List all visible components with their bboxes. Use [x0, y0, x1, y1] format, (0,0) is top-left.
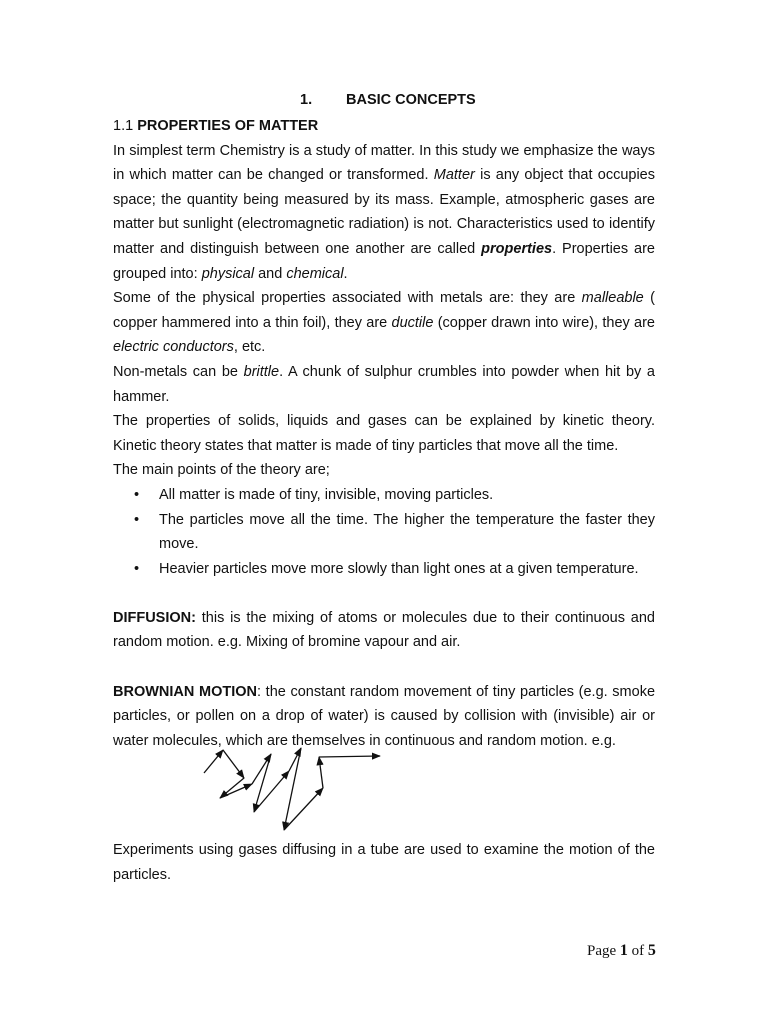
section-title: PROPERTIES OF MATTER [137, 118, 319, 134]
list-item: • Heavier particles move more slowly than light ones at a given temperature. [159, 557, 655, 582]
paragraph-experiments-block [113, 838, 655, 887]
path-arrow [284, 748, 301, 830]
term-malleable: malleable [581, 290, 644, 307]
path-arrow [220, 784, 252, 798]
paragraph-metals [113, 286, 655, 360]
text-run: Non-metals can be [113, 363, 244, 380]
footer-total-pages: 5 [647, 942, 656, 959]
title-number: 1. [300, 92, 313, 108]
paragraph-experiments: Experiments using gases diffusing in a tube are used to examine the motion of the particles. [113, 842, 655, 883]
path-arrow [254, 771, 289, 812]
title-text: BASIC CONCEPTS [346, 92, 476, 108]
section-number: 1.1 [113, 118, 134, 134]
path-arrow [319, 756, 380, 757]
term-physical: physical [201, 265, 255, 282]
text-run: , etc. [233, 339, 266, 356]
brownian-motion-diagram [196, 740, 396, 840]
paragraph-chemistry [113, 139, 655, 287]
text-run: and [254, 265, 287, 282]
term-chemical: chemical [286, 265, 344, 282]
spacer [113, 581, 655, 606]
footer-current-page: 1 [619, 942, 628, 959]
document-body [113, 114, 655, 753]
path-arrow [284, 788, 323, 830]
text-run: . [343, 265, 348, 282]
page-footer [587, 942, 656, 960]
text-run: ( copper hammered into a thin foil), they are [113, 290, 655, 331]
footer-page-word: Page [587, 943, 620, 959]
kinetic-theory-points [113, 483, 655, 581]
text-run: . A chunk of sulphur crumbles into powder when hit by a hammer. [113, 363, 655, 405]
path-arrow [254, 754, 271, 812]
path-arrow [252, 754, 271, 784]
diffusion-heading: DIFFUSION: [113, 609, 196, 626]
path-arrow [220, 778, 244, 798]
text-run: this is the mixing of atoms or molecules due to their continuous and random motion. e.g. Mixing of bromine vapour and air. [113, 609, 655, 651]
term-electric-conductors: electric conductors [113, 339, 234, 356]
list-item: • The particles move all the time. The higher the temperature the faster they move. [159, 508, 655, 557]
term-matter: Matter [433, 167, 475, 184]
term-ductile: ductile [391, 314, 434, 331]
text-run: (copper drawn into wire), they are [433, 314, 655, 331]
paragraph-diffusion [113, 606, 655, 655]
text-run: : the constant random movement of tiny particles (e.g. smoke particles, or pollen on a drop of water) is caused by collision with (invisible) air or water molecules, which are themselves in continuous and random motion. e.g. [113, 683, 656, 749]
path-arrow [204, 750, 223, 773]
term-properties: properties [481, 240, 553, 257]
text-run: . Properties are grouped into: [113, 240, 655, 282]
paragraph-main-points: The main points of the theory are; [113, 462, 330, 479]
section-heading [113, 114, 655, 139]
path-arrow [319, 757, 323, 788]
term-brittle: brittle [243, 363, 280, 380]
footer-of-word: of [627, 943, 648, 959]
list-item: • All matter is made of tiny, invisible, moving particles. [159, 483, 655, 508]
paragraph-non-metals [113, 360, 655, 409]
text-run: In simplest term Chemistry is a study of matter. In this study we emphasize the ways in which matter can be changed or transformed. [113, 142, 655, 184]
text-run: Some of the physical properties associated with metals are: they are [113, 290, 582, 307]
spacer [113, 655, 655, 680]
paragraph-kinetic-theory: The properties of solids, liquids and gases can be explained by kinetic theory. Kinetic theory states that matter is made of tiny particles that move all the time. [113, 413, 655, 454]
text-run: is any object that occupies space; the quantity being measured by its mass. Example, atmospheric gases are matter but sunlight (electromagnetic radiation) is not. Characteristics used to identify matter and distinguish between one another are called [113, 167, 655, 257]
path-arrow [223, 750, 244, 778]
brownian-heading: BROWNIAN MOTION [113, 683, 257, 700]
page-title [300, 92, 476, 108]
